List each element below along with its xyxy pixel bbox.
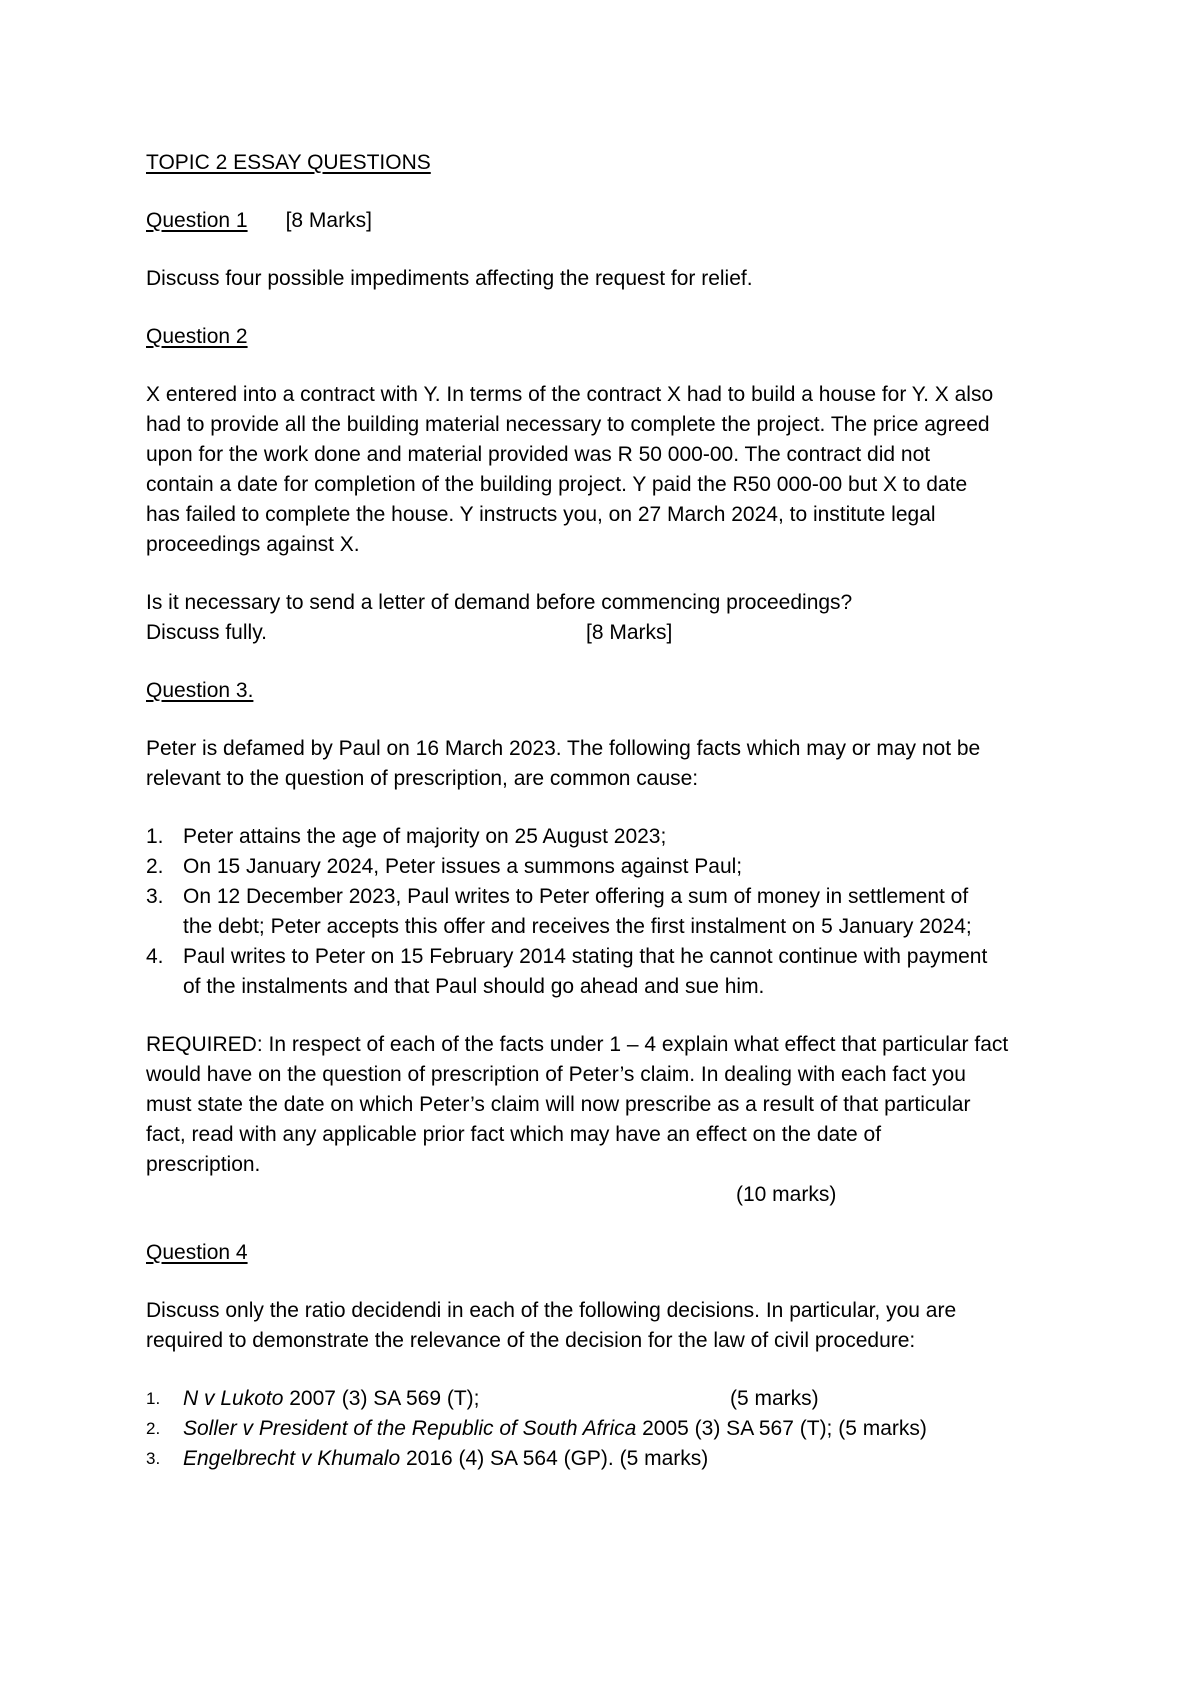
question-3-marks: (10 marks) [736, 1183, 837, 1206]
question-3-required [146, 1030, 1076, 1210]
case-name: Engelbrecht v Khumalo [183, 1447, 401, 1470]
case-number: 3. [146, 1449, 161, 1468]
case-item [146, 1414, 1076, 1444]
fact-number: 4. [146, 945, 164, 968]
fact-text: of the instalments and that Paul should go ahead and sue him. [183, 975, 765, 998]
question-4-intro-line: required to demonstrate the relevance of the decision for the law of civil procedure: [146, 1329, 916, 1352]
question-2-line: upon for the work done and material provided was R 50 000-00. The contract did not [146, 443, 931, 466]
question-2-discuss: Discuss fully. [146, 621, 267, 644]
case-citation: 2016 (4) SA 564 (GP). (5 marks) [400, 1447, 709, 1470]
fact-item [146, 852, 1076, 882]
question-4-heading: Question 4 [146, 1241, 248, 1264]
question-3-facts [146, 822, 1076, 1002]
document-body [146, 148, 1076, 1474]
question-2-scenario [146, 380, 1076, 560]
required-line: prescription. [146, 1153, 261, 1176]
question-2-marks: [8 Marks] [586, 621, 673, 644]
question-3-intro [146, 734, 1076, 794]
question-4-intro-line: Discuss only the ratio decidendi in each of the following decisions. In particular, you are [146, 1299, 957, 1322]
question-1-marks: [8 Marks] [285, 209, 372, 232]
fact-text: the debt; Peter accepts this offer and receives the first instalment on 5 January 2024; [183, 915, 972, 938]
required-line: must state the date on which Peter’s claim will now prescribe as a result of that particular [146, 1093, 971, 1116]
question-2-line: had to provide all the building material necessary to complete the project. The price agreed [146, 413, 990, 436]
question-1-heading: Question 1 [146, 209, 248, 232]
case-marks: (5 marks) [730, 1387, 819, 1410]
fact-text: On 12 December 2023, Paul writes to Peter offering a sum of money in settlement of [183, 885, 969, 908]
case-item [146, 1444, 1076, 1474]
fact-number: 2. [146, 855, 164, 878]
question-1-text: Discuss four possible impediments affecting the request for relief. [146, 267, 753, 290]
question-4-intro [146, 1296, 1076, 1356]
question-2-line: has failed to complete the house. Y instructs you, on 27 March 2024, to institute legal [146, 503, 936, 526]
question-2-line: proceedings against X. [146, 533, 360, 556]
case-name: Soller v President of the Republic of South Africa [183, 1417, 637, 1440]
document-title: TOPIC 2 ESSAY QUESTIONS [146, 151, 431, 174]
question-3-intro-line: relevant to the question of prescription, are common cause: [146, 767, 699, 790]
case-citation: 2007 (3) SA 569 (T); [283, 1387, 480, 1410]
question-1 [146, 206, 1076, 294]
case-number: 2. [146, 1419, 161, 1438]
fact-item [146, 822, 1076, 852]
question-3 [146, 676, 1076, 1210]
question-2-heading: Question 2 [146, 325, 248, 348]
required-line: REQUIRED: In respect of each of the facts under 1 – 4 explain what effect that particular fact [146, 1033, 1009, 1056]
case-name: N v Lukoto [183, 1387, 284, 1410]
question-2-line: contain a date for completion of the building project. Y paid the R50 000-00 but X to date [146, 473, 968, 496]
case-citation: 2005 (3) SA 567 (T); (5 marks) [636, 1417, 927, 1440]
fact-item [146, 942, 1076, 1002]
fact-text: On 15 January 2024, Peter issues a summons against Paul; [183, 855, 743, 878]
required-line: would have on the question of prescription of Peter’s claim. In dealing with each fact you [146, 1063, 966, 1086]
case-item [146, 1384, 1076, 1414]
question-2 [146, 322, 1076, 648]
fact-number: 1. [146, 825, 164, 848]
question-2-question: Is it necessary to send a letter of demand before commencing proceedings? [146, 591, 853, 614]
question-4-cases [146, 1384, 1076, 1474]
question-2-line: X entered into a contract with Y. In terms of the contract X had to build a house for Y. X also [146, 383, 994, 406]
fact-number: 3. [146, 885, 164, 908]
required-line: fact, read with any applicable prior fact which may have an effect on the date of [146, 1123, 882, 1146]
question-3-heading: Question 3. [146, 679, 254, 702]
question-4 [146, 1238, 1076, 1474]
fact-text: Peter attains the age of majority on 25 August 2023; [183, 825, 667, 848]
question-3-intro-line: Peter is defamed by Paul on 16 March 2023. The following facts which may or may not be [146, 737, 981, 760]
fact-text: Paul writes to Peter on 15 February 2014 stating that he cannot continue with payment [183, 945, 988, 968]
fact-item [146, 882, 1076, 942]
case-number: 1. [146, 1389, 161, 1408]
